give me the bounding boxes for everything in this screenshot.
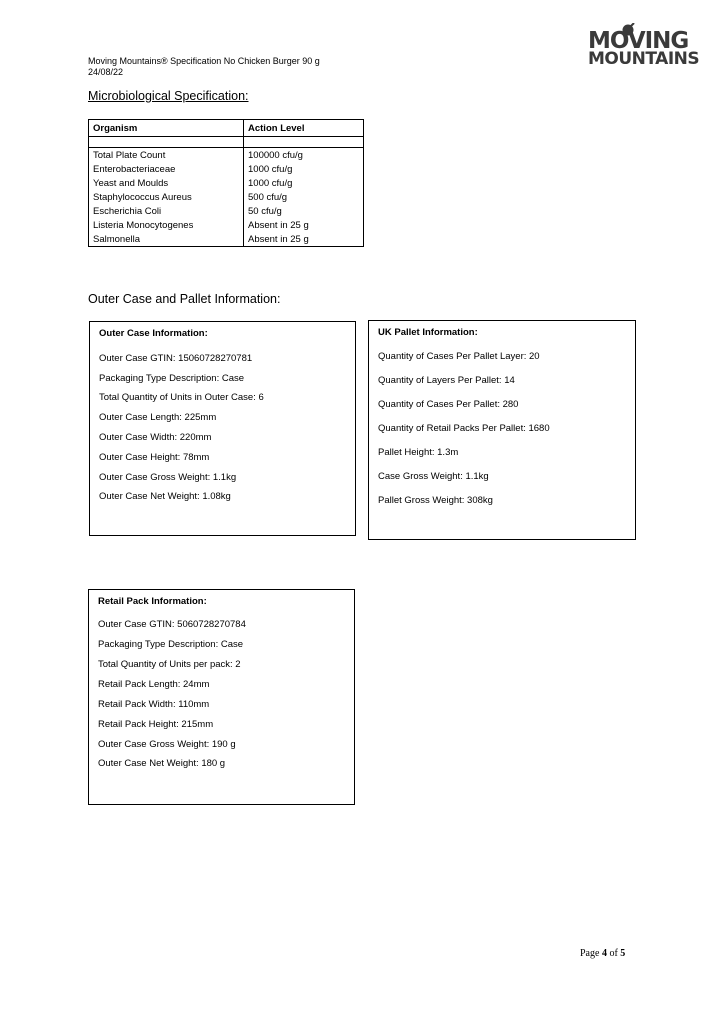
organism-cell: Enterobacteriaceae <box>89 162 244 176</box>
pallet-title: UK Pallet Information: <box>378 327 478 338</box>
page-total: 5 <box>620 948 626 959</box>
action-level-cell: 50 cfu/g <box>244 204 364 218</box>
of-word: of <box>609 948 618 959</box>
outer-case-height: Outer Case Height: 78mm <box>99 452 210 463</box>
outer-case-gross-weight: Outer Case Gross Weight: 1.1kg <box>99 472 237 483</box>
micro-section-title: Microbiological Specification: <box>88 89 249 103</box>
action-level-cell: 1000 cfu/g <box>244 162 364 176</box>
organism-cell: Listeria Monocytogenes <box>89 218 244 232</box>
table-row <box>89 176 364 190</box>
pallet-retail-packs: Quantity of Retail Packs Per Pallet: 1680 <box>378 423 550 434</box>
document-header <box>88 56 320 78</box>
retail-pack-title: Retail Pack Information: <box>98 596 207 607</box>
table-row <box>89 148 364 163</box>
outer-case-units: Total Quantity of Units in Outer Case: 6 <box>99 392 264 403</box>
retail-units: Total Quantity of Units per pack: 2 <box>98 659 241 670</box>
outer-case-width: Outer Case Width: 220mm <box>99 432 212 443</box>
spacer-cell <box>244 137 364 148</box>
organism-cell: Escherichia Coli <box>89 204 244 218</box>
page-number: 4 <box>601 948 607 959</box>
action-level-cell: Absent in 25 g <box>244 232 364 247</box>
table-row <box>89 232 364 247</box>
table-row <box>89 162 364 176</box>
outer-case-box <box>89 321 356 536</box>
header-date: 24/08/22 <box>88 67 124 77</box>
logo-line-2: MOUNTAINS <box>588 49 700 69</box>
retail-pack-box <box>88 589 355 805</box>
organism-cell: Yeast and Moulds <box>89 176 244 190</box>
pallet-case-gross-weight: Case Gross Weight: 1.1kg <box>378 471 489 482</box>
organism-cell: Salmonella <box>89 232 244 247</box>
outer-section-title: Outer Case and Pallet Information: <box>88 292 281 306</box>
pallet-cases: Quantity of Cases Per Pallet: 280 <box>378 399 519 410</box>
outer-case-title: Outer Case Information: <box>99 328 208 339</box>
organism-cell: Total Plate Count <box>89 148 244 163</box>
retail-length: Retail Pack Length: 24mm <box>98 679 210 690</box>
retail-packaging: Packaging Type Description: Case <box>98 639 244 650</box>
action-level-cell: 500 cfu/g <box>244 190 364 204</box>
retail-net-weight: Outer Case Net Weight: 180 g <box>98 758 226 769</box>
table-row <box>89 204 364 218</box>
page-word: Page <box>580 948 600 959</box>
header-title: Moving Mountains® Specification No Chicken Burger 90 g <box>88 56 320 66</box>
pallet-gross-weight: Pallet Gross Weight: 308kg <box>378 495 493 506</box>
action-level-cell: 1000 cfu/g <box>244 176 364 190</box>
outer-case-packaging: Packaging Type Description: Case <box>99 373 245 384</box>
action-level-cell: 100000 cfu/g <box>244 148 364 163</box>
page-footer <box>580 948 625 959</box>
logo-line-1: MOVING <box>588 28 689 54</box>
micro-table <box>88 119 364 247</box>
organism-cell: Staphylococcus Aureus <box>89 190 244 204</box>
outer-case-length: Outer Case Length: 225mm <box>99 412 217 423</box>
outer-case-net-weight: Outer Case Net Weight: 1.08kg <box>99 491 231 502</box>
retail-width: Retail Pack Width: 110mm <box>98 699 210 710</box>
pallet-layers: Quantity of Layers Per Pallet: 14 <box>378 375 515 386</box>
pallet-cases-per-layer: Quantity of Cases Per Pallet Layer: 20 <box>378 351 540 362</box>
outer-case-gtin: Outer Case GTIN: 15060728270781 <box>99 353 253 364</box>
table-row <box>89 218 364 232</box>
pallet-box <box>368 320 636 540</box>
action-level-cell: Absent in 25 g <box>244 218 364 232</box>
column-header-organism: Organism <box>89 120 244 137</box>
retail-gtin: Outer Case GTIN: 5060728270784 <box>98 619 246 630</box>
retail-height: Retail Pack Height: 215mm <box>98 719 214 730</box>
moving-mountains-logo <box>588 20 698 70</box>
pallet-height: Pallet Height: 1.3m <box>378 447 459 458</box>
column-header-action-level: Action Level <box>244 120 364 137</box>
spacer-cell <box>89 137 244 148</box>
table-row <box>89 190 364 204</box>
retail-gross-weight: Outer Case Gross Weight: 190 g <box>98 739 236 750</box>
